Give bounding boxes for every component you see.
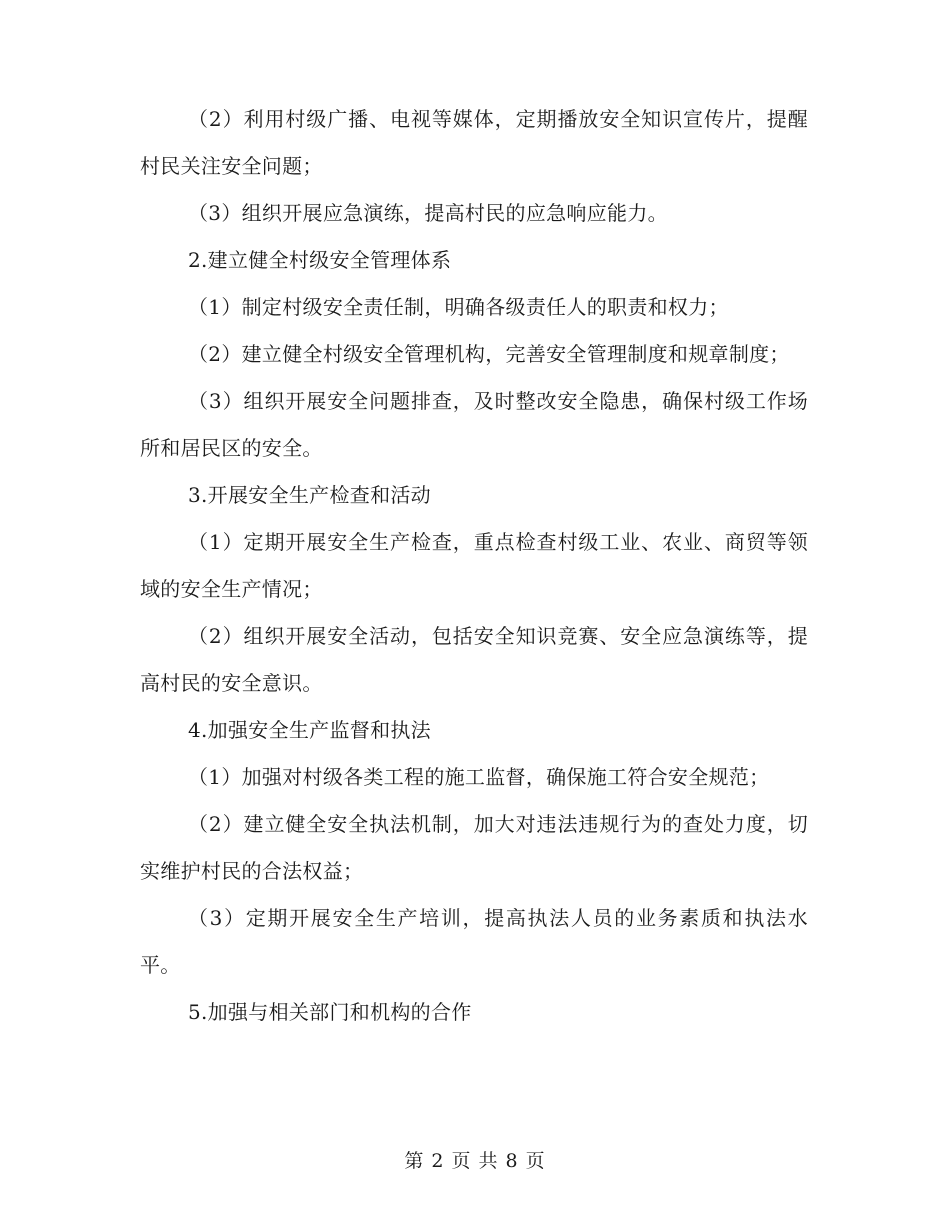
paragraph: （1）加强对村级各类工程的施工监督，确保施工符合安全规范； [188,765,770,789]
paragraph: （1）制定村级安全责任制，明确各级责任人的职责和权力； [188,295,729,319]
paragraph: （2）利用村级广播、电视等媒体，定期播放安全知识宣传片，提醒村民关注安全问题； [140,107,808,178]
paragraph: （3）组织开展安全问题排查，及时整改安全隐患，确保村级工作场所和居民区的安全。 [140,389,808,460]
section-heading: 3.开展安全生产检查和活动 [188,483,431,507]
section-heading: 5.加强与相关部门和机构的合作 [188,1000,472,1024]
paragraph: （2）组织开展安全活动，包括安全知识竞赛、安全应急演练等，提高村民的安全意识。 [140,624,808,695]
section-heading: 4.加强安全生产监督和执法 [188,718,431,742]
paragraph: （2）建立健全安全执法机制，加大对违法违规行为的查处力度，切实维护村民的合法权益； [140,812,808,883]
paragraph: （3）组织开展应急演练，提高村民的应急响应能力。 [188,201,668,225]
paragraph: （2）建立健全村级安全管理机构，完善安全管理制度和规章制度； [188,342,790,366]
paragraph: （1）定期开展安全生产检查，重点检查村级工业、农业、商贸等领域的安全生产情况； [140,530,808,601]
page-number-footer: 第 2 页 共 8 页 [404,1150,546,1172]
section-heading: 2.建立健全村级安全管理体系 [188,248,452,272]
document-body [140,96,808,1036]
paragraph: （3）定期开展安全生产培训，提高执法人员的业务素质和执法水平。 [140,906,808,977]
